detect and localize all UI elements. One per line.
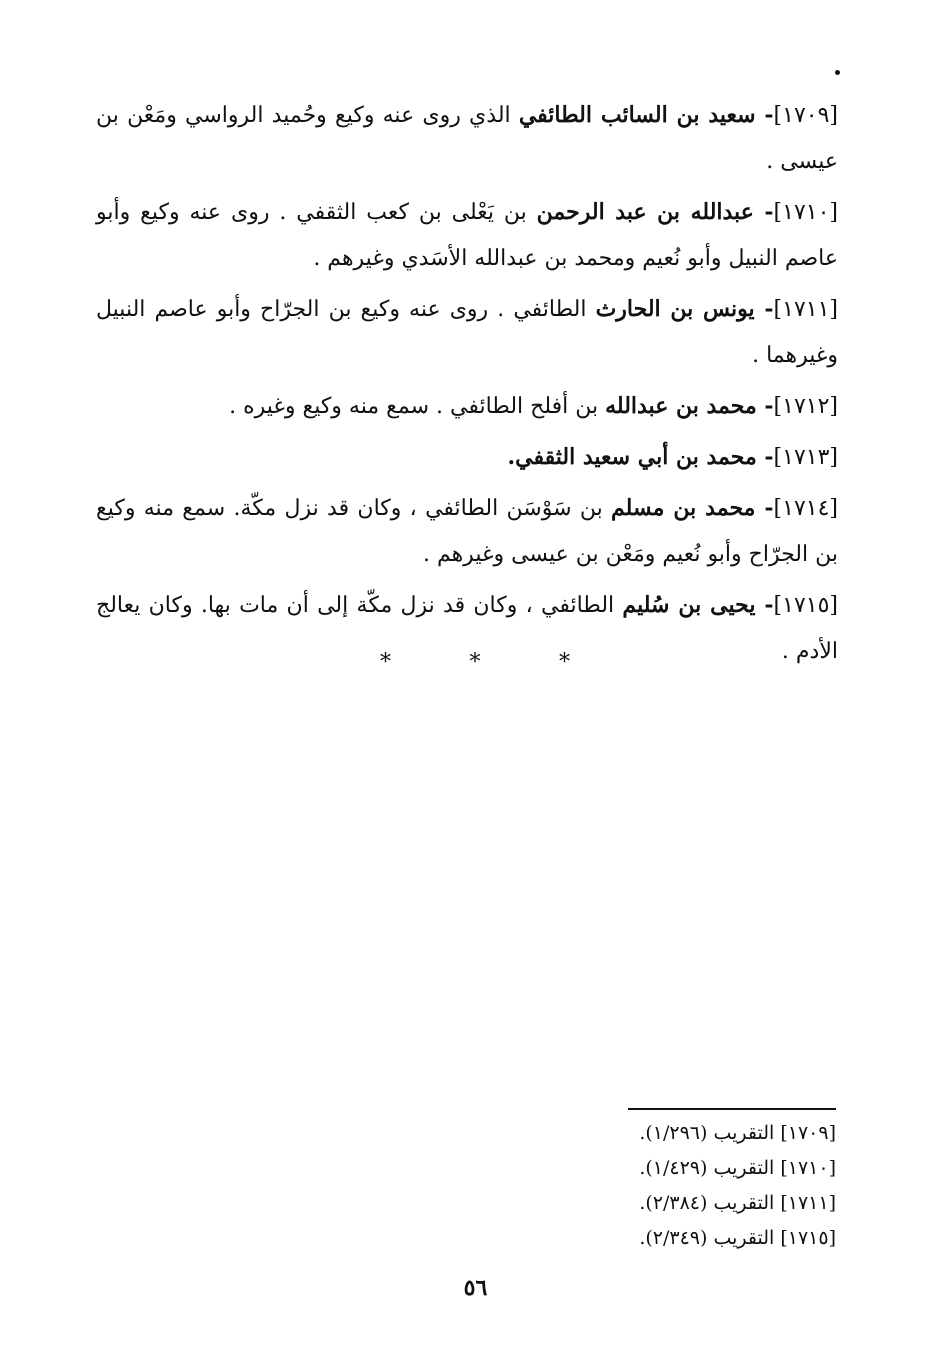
- entry-number: [١٧١٢]: [773, 394, 838, 419]
- footnotes: [540, 1116, 836, 1256]
- entry-number: [١٧١٣]: [773, 445, 838, 470]
- entry-text: بن سَوْسَن الطائفي ، وكان قد نزل مكّة. سمع منه وكيع بن الجرّاح وأبو نُعيم ومَعْن بن عيسى وغيرهم .: [96, 496, 838, 567]
- entry-1711: [96, 286, 838, 379]
- entry-number: [١٧١١]: [773, 297, 838, 322]
- entry-name: - محمد بن عبدالله: [605, 393, 774, 419]
- section-separator: [380, 650, 570, 675]
- entry-text: الطائفي ، وكان قد نزل مكّة إلى أن مات بها. وكان يعالج الأدم .: [96, 593, 838, 664]
- footnote: [١٧١٠] التقريب (١/٤٢٩).: [639, 1157, 836, 1179]
- entry-1714: [96, 485, 838, 578]
- entry-number: [١٧١٠]: [773, 200, 838, 225]
- asterisk-icon: *: [380, 650, 391, 675]
- entry-name: - محمد بن أبي سعيد الثقفي.: [507, 444, 774, 470]
- asterisk-icon: *: [559, 650, 570, 675]
- entry-name: - يونس بن الحارث: [595, 296, 774, 322]
- page-number: ٥٦: [463, 1275, 488, 1301]
- footnote-rule: [628, 1108, 836, 1110]
- entry-name: - سعيد بن السائب الطائفي: [518, 102, 774, 128]
- entry-text: بن أفلح الطائفي . سمع منه وكيع وغيره .: [229, 394, 606, 419]
- entry-name: - محمد بن مسلم: [611, 495, 774, 521]
- entry-1713: [96, 434, 838, 481]
- entry-1712: [96, 383, 838, 430]
- entry-number: [١٧١٥]: [773, 593, 838, 618]
- entries-list: [96, 92, 838, 679]
- entry-name: - عبدالله بن عبد الرحمن: [536, 199, 774, 225]
- entry-1709: [96, 92, 838, 185]
- entry-text: الطائفي . روى عنه وكيع بن الجرّاح وأبو عاصم النبيل وغيرهما .: [96, 297, 838, 368]
- entry-number: [١٧١٤]: [773, 496, 838, 521]
- entry-name: - يحيى بن سُليم: [622, 592, 774, 618]
- entry-text: الذي روى عنه وكيع وحُميد الرواسي ومَعْن بن عيسى .: [96, 103, 838, 174]
- entry-text: بن يَعْلى بن كعب الثقفي . روى عنه وكيع وأبو عاصم النبيل وأبو نُعيم ومحمد بن عبدالله الأسَدي وغيرهم .: [96, 200, 838, 271]
- footnote: [١٧١٥] التقريب (٢/٣٤٩).: [639, 1227, 836, 1249]
- footnote: [١٧١١] التقريب (٢/٣٨٤).: [639, 1192, 836, 1214]
- corner-dot: [835, 70, 840, 75]
- entry-number: [١٧٠٩]: [773, 103, 838, 128]
- footnote: [١٧٠٩] التقريب (١/٢٩٦).: [639, 1122, 836, 1144]
- entry-1710: [96, 189, 838, 282]
- asterisk-icon: *: [469, 650, 481, 675]
